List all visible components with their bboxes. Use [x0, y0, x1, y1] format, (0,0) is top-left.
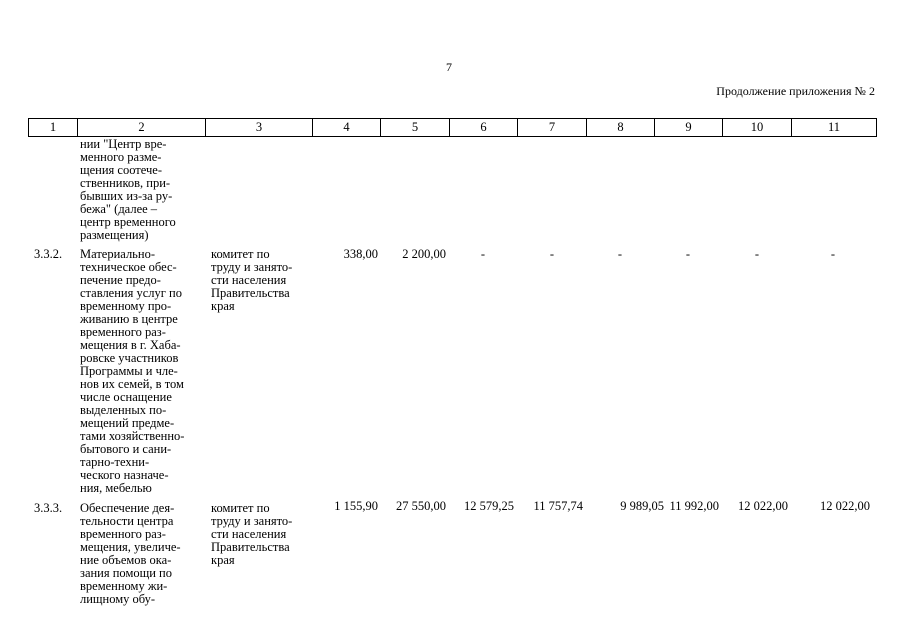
row-value-col5: 2 200,00	[402, 247, 446, 261]
row-value-col6: 12 579,25	[464, 499, 514, 513]
row-value-col8: -	[617, 247, 623, 261]
row-executor: комитет по труду и занято- сти населения Правительства края	[211, 501, 293, 567]
column-header: 3	[206, 119, 313, 137]
row-value-col10: 12 022,00	[738, 499, 788, 513]
row-value-col4: 338,00	[343, 247, 378, 261]
page-number: 7	[446, 60, 452, 74]
row-code: 3.3.3.	[34, 501, 63, 515]
row-code: 3.3.2.	[34, 247, 63, 261]
row-value-col5: 27 550,00	[396, 499, 446, 513]
row-executor: комитет по труду и занято- сти населения Правительства края	[211, 247, 293, 313]
row-value-col7: -	[549, 247, 555, 261]
continued-item-name: нии "Центр вре- менного разме- щения соотече- ственников, при- бывших из-за ру- бежа" (далее – центр временного размещения)	[80, 137, 176, 242]
row-value-col6: -	[480, 247, 486, 261]
column-header: 10	[723, 119, 792, 137]
row-value-col8: 9 989,05	[620, 499, 664, 513]
column-header: 6	[450, 119, 518, 137]
column-header: 8	[587, 119, 655, 137]
column-header: 1	[29, 119, 78, 137]
column-header: 5	[381, 119, 450, 137]
row-item-name: Материально- техническое обес- печение предо- ставления услуг по временному про- живанию в центре временного раз- мещения в г. Хаба- ровске участников Программы и чле- нов их семей, в том числе оснащение выделенных по- мещений предме- тами хозяйственно- бытового и сани- тарно-техни- ческого назначе- ния, мебелью	[80, 247, 185, 495]
appendix-continuation-title: Продолжение приложения № 2	[716, 84, 875, 98]
column-header-row	[28, 118, 877, 137]
column-header: 11	[792, 119, 877, 137]
column-header: 2	[78, 119, 206, 137]
row-value-col9: 11 992,00	[669, 499, 719, 513]
row-value-col4: 1 155,90	[334, 499, 378, 513]
column-header: 7	[518, 119, 587, 137]
row-item-name: Обеспечение дея- тельности центра временного раз- мещения, увеличе- ние объемов ока- зания помощи по временному жи- лищному обу-	[80, 501, 181, 606]
row-value-col9: -	[685, 247, 691, 261]
column-header: 4	[313, 119, 381, 137]
row-value-col11: 12 022,00	[820, 499, 870, 513]
row-value-col11: -	[830, 247, 836, 261]
row-value-col7: 11 757,74	[533, 499, 583, 513]
column-header: 9	[655, 119, 723, 137]
row-value-col10: -	[754, 247, 760, 261]
